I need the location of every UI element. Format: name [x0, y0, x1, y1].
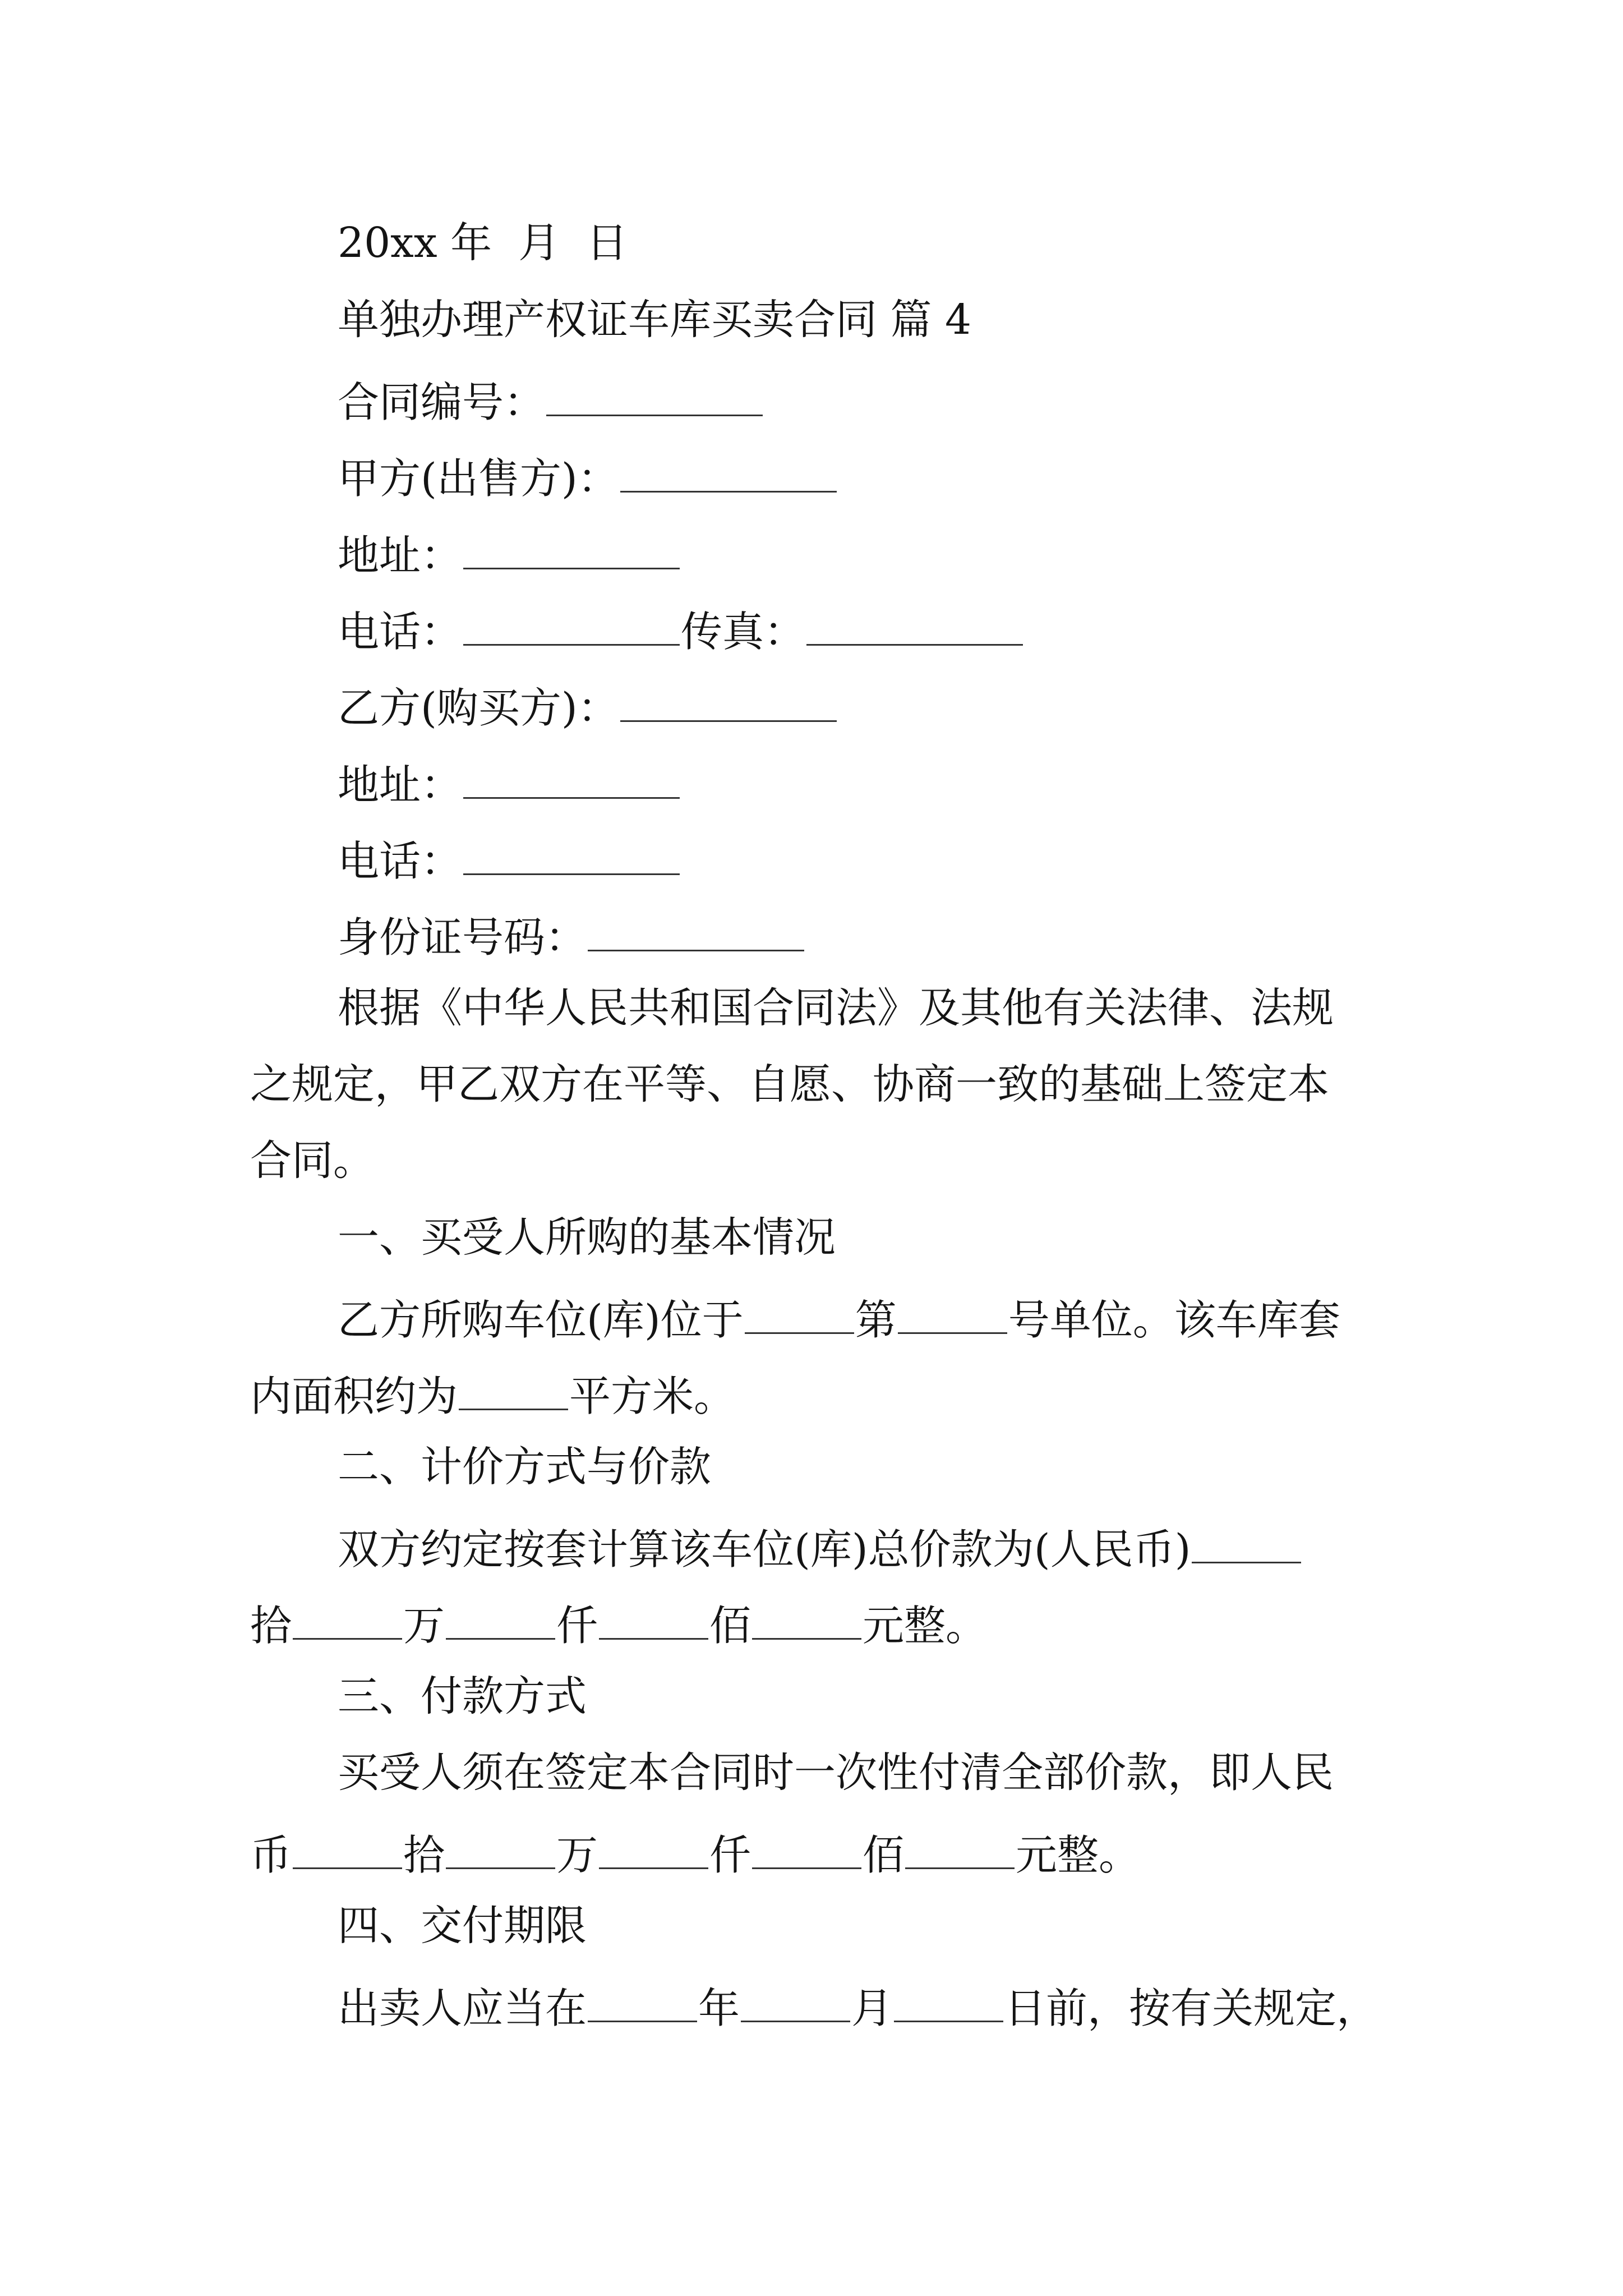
unit-label: 币: [250, 1831, 292, 1880]
blank: [459, 1369, 568, 1410]
party-b-blank: [620, 681, 837, 722]
field-address-a: [338, 528, 681, 580]
unit-label: 拾: [250, 1602, 292, 1650]
fax-a-blank: [806, 605, 1023, 646]
phone-a-blank: [463, 605, 680, 646]
title-section: 篇 4: [890, 296, 972, 344]
date-month: 月: [518, 219, 560, 267]
section-1-line-2: [250, 1369, 735, 1421]
section-3-heading: 三、付款方式: [338, 1672, 587, 1720]
field-label: 身份证号码：: [338, 913, 587, 962]
field-party-b: [338, 681, 838, 733]
field-party-a: [338, 452, 838, 503]
text-span: 第: [855, 1296, 897, 1345]
date-day: 日: [586, 219, 628, 267]
field-contract-no: [338, 375, 764, 427]
id-no-blank: [588, 910, 804, 951]
field-label: 合同编号：: [338, 378, 545, 427]
field-label: 乙方(购买方)：: [338, 684, 619, 733]
blank: [745, 1293, 854, 1334]
unit-label: 年: [698, 1984, 740, 2033]
blank: [588, 1981, 697, 2022]
intro-line-3: 合同。: [250, 1137, 375, 1185]
blank: [446, 1599, 555, 1640]
unit-label: 拾: [403, 1831, 445, 1880]
field-label: 电话：: [338, 837, 462, 886]
section-4-heading: 四、交付期限: [338, 1902, 587, 1950]
field-label: 地址：: [338, 761, 462, 809]
text-span: 号单位。该车库套: [1008, 1296, 1340, 1345]
blank: [293, 1599, 402, 1640]
field-phone-b: [338, 834, 681, 886]
unit-label: 日前，按有关规定，: [1004, 1984, 1378, 2033]
section-2-line-1: [338, 1522, 1302, 1574]
phone-b-blank: [463, 834, 680, 875]
blank: [752, 1828, 861, 1869]
address-b-blank: [463, 758, 680, 799]
blank: [898, 1293, 1007, 1334]
blank: [1192, 1522, 1301, 1563]
section-1-line-1: [338, 1293, 1340, 1345]
contract-no-blank: [546, 375, 763, 416]
unit-label: 佰: [863, 1831, 904, 1880]
blank: [741, 1981, 850, 2022]
unit-label: 元整。: [1016, 1831, 1140, 1880]
field-id-no: [338, 910, 805, 962]
field-phone-fax-a: [338, 605, 1024, 656]
unit-label: 元整。: [863, 1602, 987, 1650]
section-3-line-2: [250, 1828, 1140, 1880]
section-1-heading: 一、买受人所购的基本情况: [338, 1213, 836, 1262]
intro-line-1: 根据《中华人民共和国合同法》及其他有关法律、法规: [338, 984, 1334, 1032]
intro-line-2: 之规定，甲乙双方在平等、自愿、协商一致的基础上签定本: [250, 1060, 1329, 1108]
section-3-line-1: 买受人须在签定本合同时一次性付清全部价款，即人民: [338, 1749, 1334, 1797]
blank: [599, 1828, 708, 1869]
unit-label: 万: [403, 1602, 445, 1650]
date-year: 20xx 年: [338, 219, 492, 267]
field-label: 电话：: [338, 608, 462, 656]
section-4-line-1: [338, 1981, 1378, 2033]
text-span: 乙方所购车位(库)位于: [338, 1296, 744, 1345]
text-span: 双方约定按套计算该车位(库)总价款为(人民币): [338, 1525, 1191, 1574]
address-a-blank: [463, 528, 680, 569]
title-text: 单独办理产权证车库买卖合同: [338, 296, 877, 344]
field-label: 传真：: [681, 608, 805, 656]
unit-label: 仟: [709, 1831, 751, 1880]
text-span: 内面积约为: [250, 1372, 458, 1421]
field-address-b: [338, 758, 681, 809]
field-label: 地址：: [338, 531, 462, 580]
blank: [599, 1599, 708, 1640]
blank: [752, 1599, 861, 1640]
blank: [293, 1828, 402, 1869]
date-line: [338, 219, 628, 267]
unit-label: 月: [851, 1984, 893, 2033]
unit-label: 仟: [556, 1602, 598, 1650]
blank: [446, 1828, 555, 1869]
field-label: 甲方(出售方)：: [338, 454, 619, 503]
section-2-line-2: [250, 1599, 987, 1650]
blank: [894, 1981, 1003, 2022]
unit-label: 万: [556, 1831, 598, 1880]
blank: [905, 1828, 1015, 1869]
text-span: 出卖人应当在: [338, 1984, 587, 2033]
unit-label: 佰: [709, 1602, 751, 1650]
document-title: [338, 296, 972, 344]
section-2-heading: 二、计价方式与价款: [338, 1443, 711, 1491]
text-span: 平方米。: [569, 1372, 735, 1421]
party-a-blank: [620, 452, 837, 493]
